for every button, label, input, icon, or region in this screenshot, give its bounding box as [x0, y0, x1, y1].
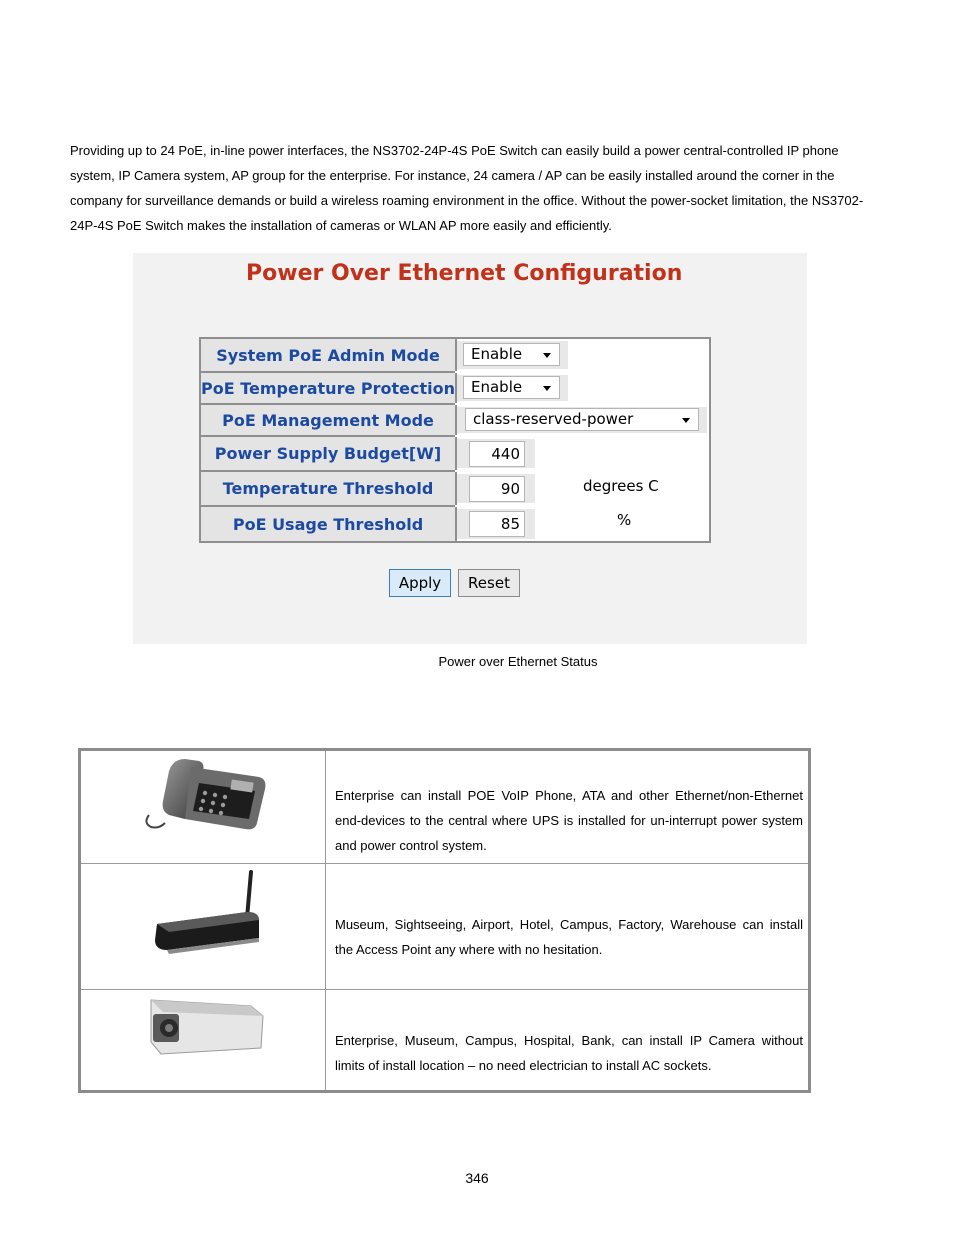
- figure-caption: Power over Ethernet Status: [438, 654, 598, 669]
- row-temp-protection: [201, 373, 709, 403]
- row-admin-mode: [201, 339, 709, 371]
- temp-protection-label: PoE Temperature Protection: [201, 373, 457, 403]
- ip-camera-icon: [147, 996, 267, 1056]
- temperature-threshold-label: Temperature Threshold: [201, 472, 457, 505]
- temperature-threshold-input[interactable]: 90: [469, 476, 525, 502]
- table-row: [81, 864, 808, 990]
- table-row: [81, 990, 808, 1090]
- row-power-budget: [201, 437, 709, 470]
- chevron-down-icon: [543, 386, 551, 391]
- temperature-unit: degrees C: [583, 477, 659, 495]
- temp-protection-select[interactable]: Enable: [463, 376, 560, 399]
- application-text: Enterprise, Museum, Campus, Hospital, Bank, can install IP Camera without limits of install location – no need electrician to install AC sockets.: [335, 1033, 803, 1073]
- apply-button[interactable]: Apply: [389, 569, 451, 597]
- application-text: Museum, Sightseeing, Airport, Hotel, Campus, Factory, Warehouse can install the Access Point any where with no hesitation.: [335, 917, 803, 957]
- chevron-down-icon: [682, 418, 690, 423]
- management-mode-select[interactable]: class-reserved-power: [465, 408, 699, 431]
- access-point-icon: [147, 868, 277, 958]
- panel-title: Power Over Ethernet Configuration: [246, 261, 683, 286]
- admin-mode-select[interactable]: Enable: [463, 343, 560, 366]
- usage-threshold-input[interactable]: 85: [469, 511, 525, 537]
- row-usage-threshold: [201, 507, 709, 541]
- applications-table: [78, 748, 811, 1093]
- admin-mode-label: System PoE Admin Mode: [201, 339, 457, 371]
- usage-threshold-label: PoE Usage Threshold: [201, 507, 457, 541]
- ip-phone-icon: [139, 753, 269, 833]
- power-budget-input[interactable]: 440: [469, 441, 525, 467]
- table-row: [81, 751, 808, 864]
- row-temperature-threshold: [201, 472, 709, 505]
- poe-config-panel: [133, 253, 807, 644]
- page-number: 346: [465, 1170, 489, 1186]
- row-management-mode: [201, 405, 709, 435]
- chevron-down-icon: [543, 353, 551, 358]
- power-budget-label: Power Supply Budget[W]: [201, 437, 457, 470]
- config-table: [199, 337, 711, 543]
- usage-unit: %: [617, 511, 632, 529]
- intro-paragraph: Providing up to 24 PoE, in-line power interfaces, the NS3702-24P-4S PoE Switch can easily build a power central-controlled IP phone system, IP Camera system, AP group for the enterprise. For instance, 24 camera / AP can be easily installed around the corner in the company for surveillance demands or build a wireless roaming environment in the office. Without the power-socket limitation, the NS3702-24P-4S PoE Switch makes the installation of cameras or WLAN AP more easily and efficiently.: [70, 143, 864, 233]
- application-text: Enterprise can install POE VoIP Phone, ATA and other Ethernet/non-Ethernet end-devices to the central where UPS is installed for un-interrupt power system and power control system.: [335, 788, 803, 853]
- management-mode-label: PoE Management Mode: [201, 405, 457, 435]
- reset-button[interactable]: Reset: [458, 569, 520, 597]
